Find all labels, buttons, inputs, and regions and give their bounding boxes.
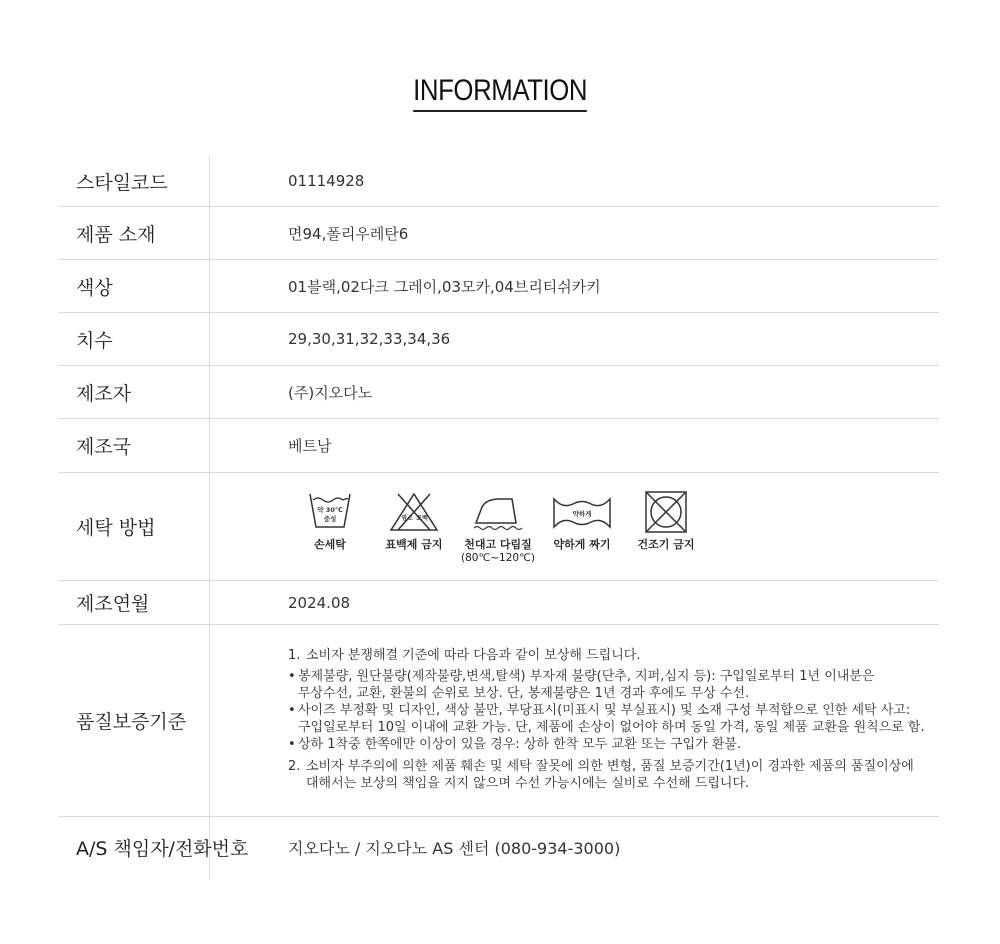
row-label: 색상 (76, 276, 113, 299)
row-label: A/S 책임자/전화번호 (76, 837, 249, 860)
quality-bullet-3 (288, 736, 925, 753)
row-size (58, 313, 939, 366)
bullet-text: 상하 1착중 한쪽에만 이상이 있을 경우: 상하 한착 모두 교환 또는 구입가 환불. (298, 737, 742, 752)
quality-text (288, 647, 925, 796)
care-label: 건조기 금지 (637, 538, 695, 551)
row-as (58, 817, 939, 877)
row-label: 세탁 방법 (76, 517, 156, 539)
item-number: 2. (288, 759, 301, 774)
row-value: 29,30,31,32,33,34,36 (288, 330, 451, 348)
iron-cloth-icon (472, 491, 524, 533)
row-country (58, 419, 939, 473)
row-label: 제조연월 (76, 593, 150, 615)
row-value: 면94,폴리우레탄6 (288, 224, 409, 243)
page-title: INFORMATION (413, 74, 587, 112)
row-label: 품질보증기준 (76, 711, 187, 733)
row-label: 제품 소재 (76, 223, 156, 246)
bullet-text: 봉제불량, 원단불량(제작불량,변색,탈색) 부자재 불량(단추, 지퍼,심지 등): 구입일로부터 1년 이내분은 (298, 669, 875, 684)
no-bleach-text1: 염소 (401, 515, 413, 522)
bullet-dot: • (288, 669, 296, 684)
care-label: 표백제 금지 (385, 538, 443, 551)
row-style-code (58, 156, 939, 207)
item-text-cont: 대해서는 보상의 책임을 지지 않으며 수선 가능시에는 실비로 수선해 드립니다. (306, 776, 750, 791)
row-value: 01114928 (288, 172, 365, 190)
care-item-no-dryer (624, 491, 708, 565)
row-color (58, 260, 939, 313)
care-label: 약하게 짜기 (553, 538, 611, 551)
no-bleach-text2: 표백 (416, 515, 428, 522)
page-title-wrap (0, 74, 1000, 112)
care-item-wring (540, 491, 624, 565)
bullet-text: 사이즈 부정확 및 디자인, 색상 불만, 부당표시(미표시 및 부실표시) 및 소재 구성 부적합으로 인한 세탁 사고: (298, 703, 911, 718)
row-value: (주)지오다노 (288, 383, 373, 402)
care-item-hand-wash (288, 491, 372, 565)
no-tumble-dry-icon (643, 491, 689, 533)
bullet-text-cont: 구입일로부터 10일 이내에 교환 가능. 단, 제품에 손상이 없어야 하며 동일 가격, 동일 제품 교환을 원칙으로 함. (298, 720, 925, 735)
row-date (58, 581, 939, 625)
quality-bullet-1 (288, 668, 925, 702)
care-label: 천대고 다림질 (464, 538, 532, 551)
item-number: 1. (288, 648, 301, 663)
care-item-iron (456, 491, 540, 565)
bullet-dot: • (288, 737, 296, 752)
hand-wash-detergent: 중성 (323, 515, 337, 523)
row-value: 지오다노 / 지오다노 AS 센터 (080-934-3000) (288, 838, 621, 858)
care-item-no-bleach (372, 491, 456, 565)
hand-wash-icon (307, 491, 353, 533)
info-table (58, 156, 939, 877)
row-value: 베트남 (288, 437, 332, 455)
item-text: 소비자 부주의에 의한 제품 훼손 및 세탁 잘못에 의한 변형, 품질 보증기간(1년)이 경과한 제품의 품질이상에 (306, 759, 914, 774)
bullet-dot: • (288, 703, 296, 718)
hand-wash-temp: 약 30℃ (317, 506, 343, 514)
no-bleach-icon (388, 491, 440, 533)
row-value: 2024.08 (288, 593, 351, 612)
item-text: 소비자 분쟁해결 기준에 따라 다음과 같이 보상해 드립니다. (306, 648, 641, 663)
care-symbols (288, 491, 708, 565)
row-label: 제조국 (76, 436, 132, 458)
bullet-text-cont: 무상수선, 교환, 환불의 순위로 보상. 단, 봉제불량은 1년 경과 후에도 무상 수선. (298, 686, 750, 701)
row-material (58, 207, 939, 260)
row-label: 제조자 (76, 382, 132, 405)
row-wash (58, 473, 939, 581)
row-quality (58, 625, 939, 817)
wring-text: 약하게 (572, 510, 592, 518)
row-label: 스타일코드 (76, 171, 168, 194)
care-sub-label: (80℃~120℃) (461, 552, 535, 564)
quality-item-1 (288, 647, 925, 664)
care-label: 손세탁 (314, 538, 346, 551)
row-label: 치수 (76, 329, 113, 352)
gentle-wring-icon (551, 491, 613, 533)
quality-bullet-2 (288, 702, 925, 736)
row-value: 01블랙,02다크 그레이,03모카,04브리티쉬카키 (288, 277, 601, 296)
quality-item-2 (288, 758, 925, 792)
row-maker (58, 366, 939, 419)
